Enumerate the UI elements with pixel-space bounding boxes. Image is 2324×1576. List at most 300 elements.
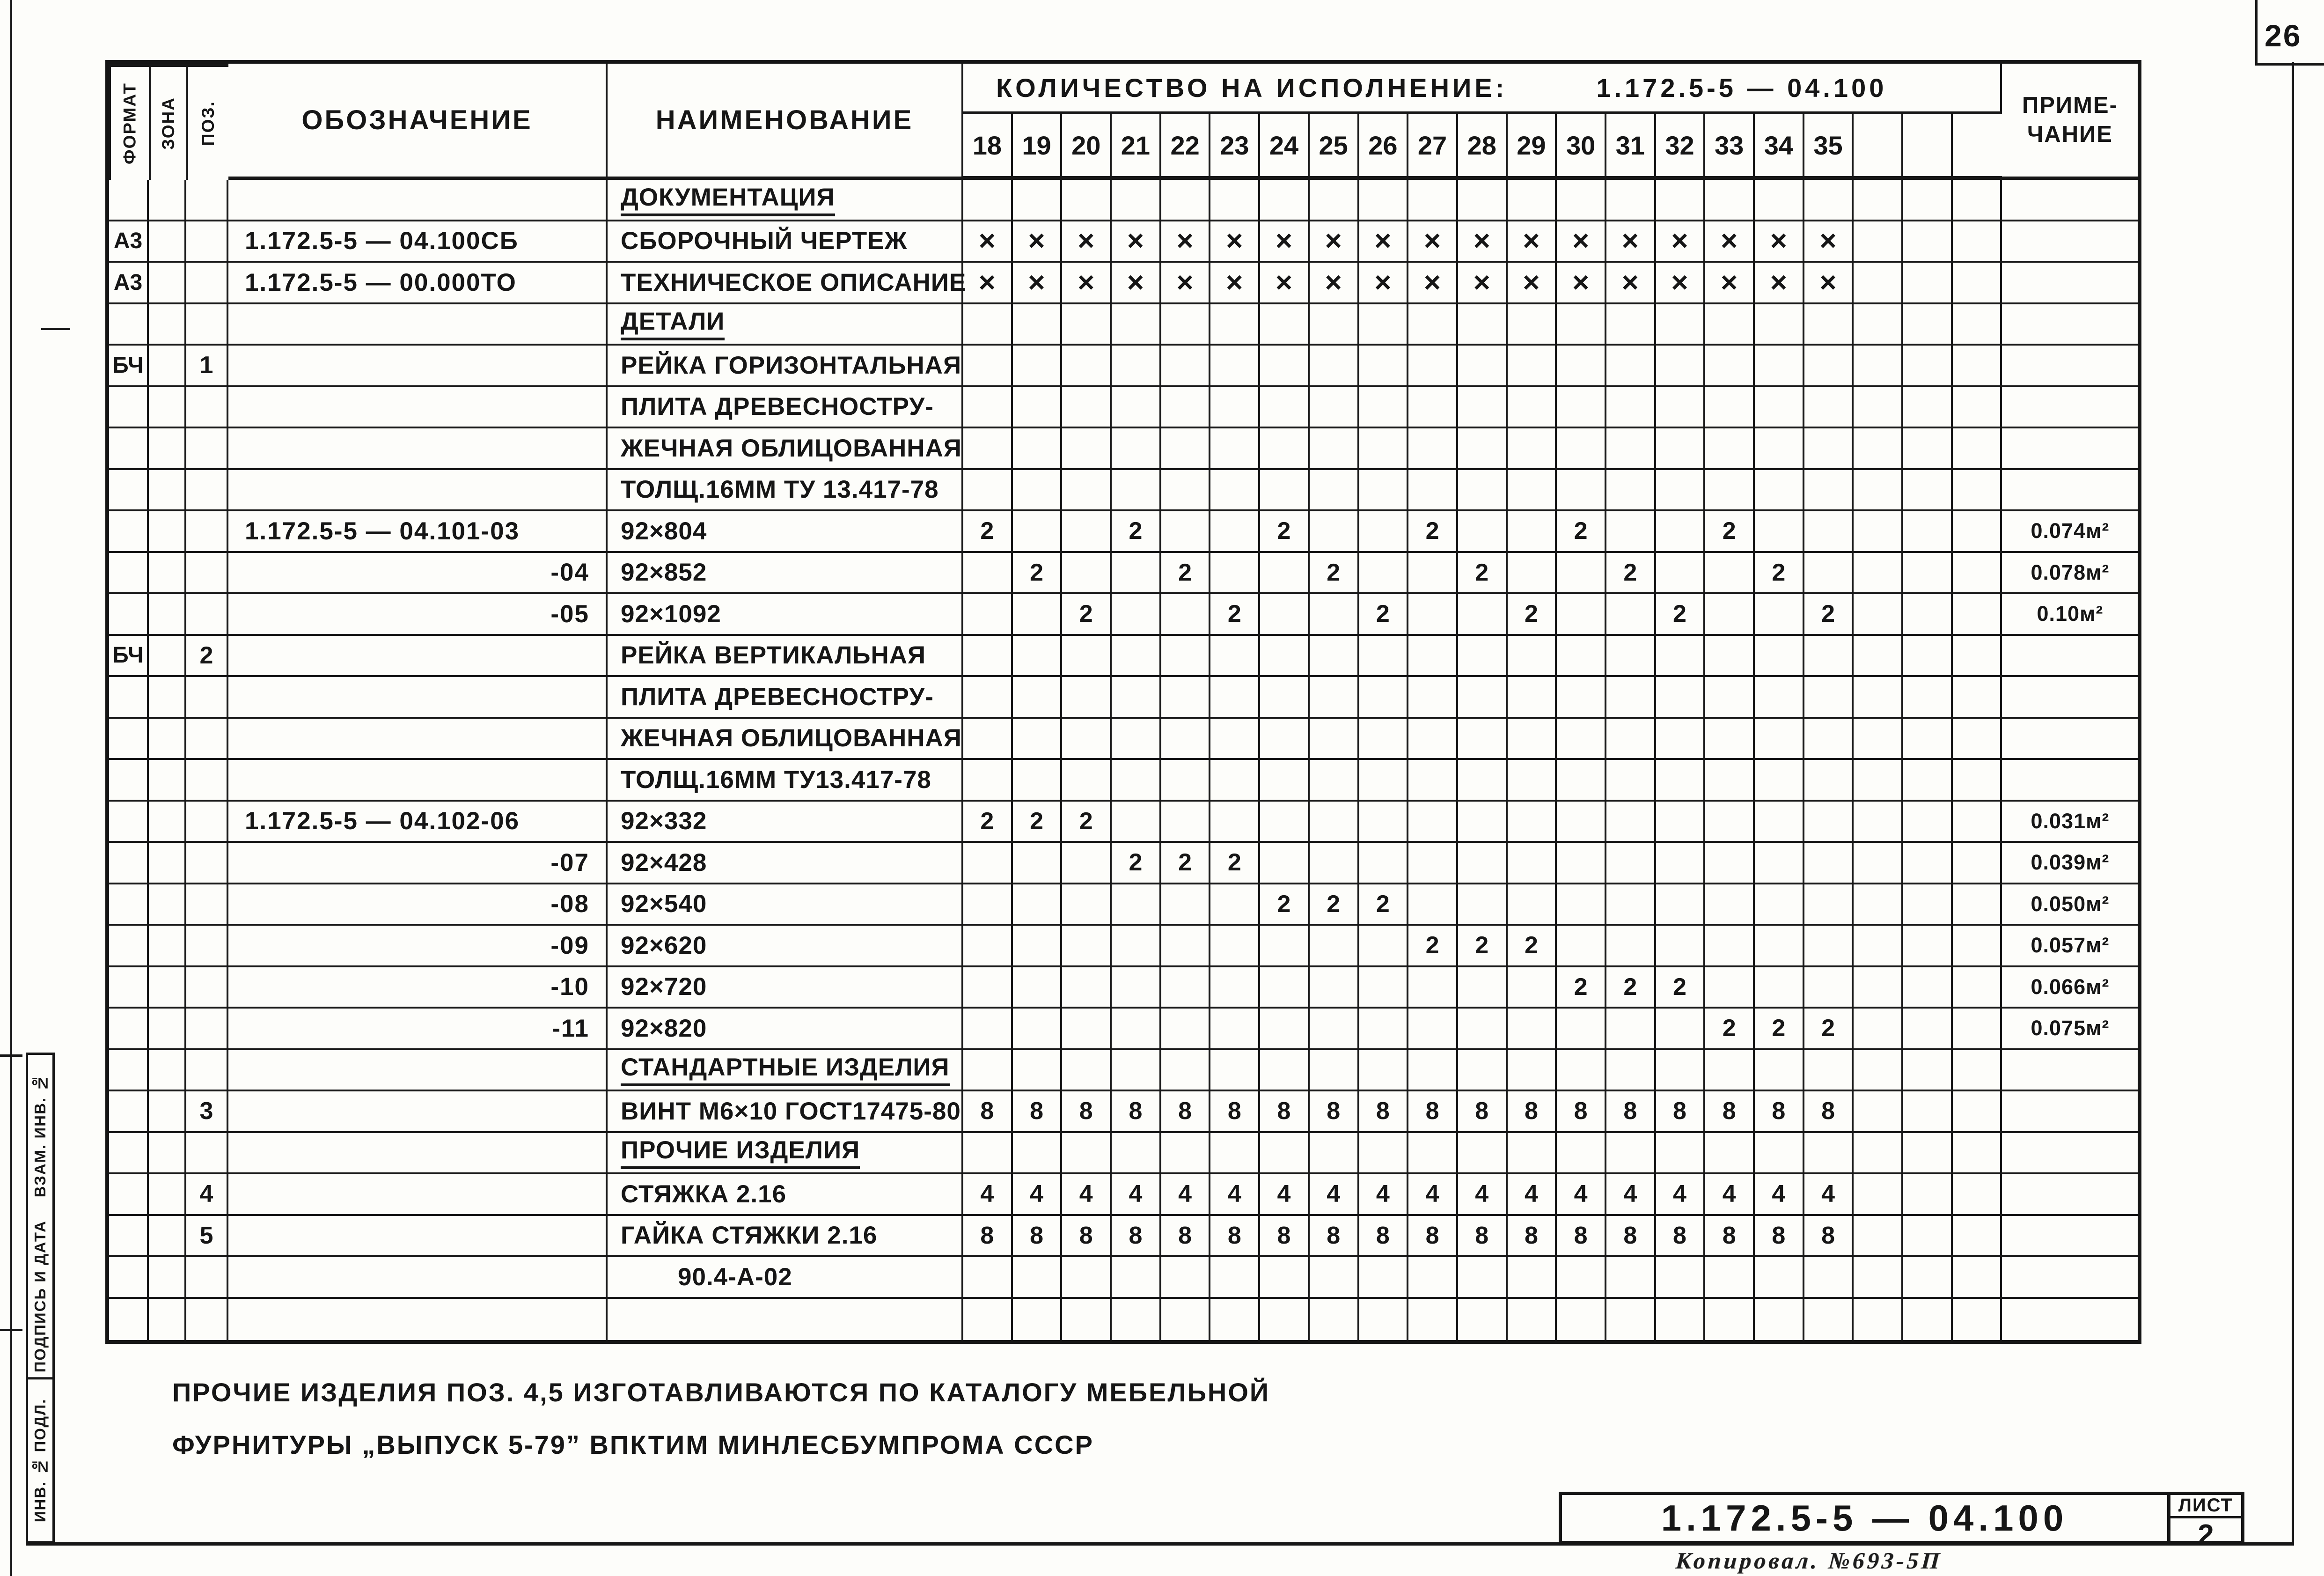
qty-cell: [963, 1257, 1013, 1299]
column-header-name: НАИМЕНОВАНИЕ: [608, 64, 963, 180]
qty-cell: 2: [1062, 594, 1112, 636]
qty-cell: [1854, 1216, 1903, 1258]
qty-cell: [1557, 594, 1606, 636]
pos-cell: [186, 967, 228, 1009]
qty-cell: 4: [1705, 1174, 1755, 1216]
qty-cell: 4: [1112, 1174, 1161, 1216]
qty-cell: [1804, 884, 1854, 926]
qty-cell: [1804, 553, 1854, 595]
qty-cell: [1062, 967, 1112, 1009]
qty-cell: [1458, 346, 1508, 387]
qty-column-header: 34: [1755, 114, 1804, 180]
qty-cell: 4: [1408, 1174, 1458, 1216]
format-cell: [109, 180, 149, 221]
qty-cell: 4: [1062, 1174, 1112, 1216]
margin-tick: [0, 1329, 22, 1331]
qty-cell: [1903, 470, 1953, 512]
qty-cell: [1210, 636, 1260, 678]
title-block: [1559, 1492, 2244, 1551]
qty-cell: [1359, 760, 1409, 802]
zone-cell: [149, 428, 186, 470]
qty-cell: [1359, 967, 1409, 1009]
qty-cell: [1656, 180, 1706, 221]
qty-cell: ×: [1606, 221, 1656, 263]
pos-cell: 4: [186, 1174, 228, 1216]
qty-cell: [1112, 594, 1161, 636]
format-cell: БЧ: [109, 636, 149, 678]
qty-cell: 8: [1013, 1091, 1063, 1133]
column-header-format: ФОРМАТ: [109, 64, 149, 180]
qty-column-header: [1903, 114, 1953, 180]
qty-cell: [1557, 1133, 1606, 1175]
note-cell: [2002, 221, 2138, 263]
qty-cell: [1310, 1133, 1359, 1175]
pos-cell: [186, 387, 228, 429]
qty-cell: [1953, 1216, 2002, 1258]
qty-section-header: [963, 64, 2002, 114]
qty-cell: [1953, 1133, 2002, 1175]
name-cell: 92×332: [608, 802, 963, 843]
qty-cell: [1903, 263, 1953, 304]
qty-cell: 8: [1062, 1091, 1112, 1133]
qty-cell: [1755, 884, 1804, 926]
qty-column-header: [1953, 114, 2002, 180]
name-cell: 92×804: [608, 511, 963, 553]
qty-cell: [1508, 636, 1557, 678]
qty-cell: ×: [1705, 263, 1755, 304]
qty-cell: [1508, 511, 1557, 553]
qty-cell: [1408, 346, 1458, 387]
qty-cell: ×: [1804, 221, 1854, 263]
qty-cell: [1161, 802, 1211, 843]
qty-cell: 2: [1359, 594, 1409, 636]
qty-cell: 8: [1755, 1091, 1804, 1133]
pos-cell: [186, 677, 228, 719]
pos-cell: [186, 304, 228, 346]
qty-cell: [1210, 1257, 1260, 1299]
designation-cell: [228, 387, 608, 429]
qty-cell: [1854, 719, 1903, 760]
qty-cell: [1062, 304, 1112, 346]
qty-cell: [1408, 470, 1458, 512]
qty-cell: [1953, 967, 2002, 1009]
qty-cell: [1112, 1299, 1161, 1340]
qty-cell: ×: [1359, 263, 1409, 304]
qty-cell: [1606, 387, 1656, 429]
qty-cell: [963, 346, 1013, 387]
zone-cell: [149, 1091, 186, 1133]
qty-cell: 8: [1755, 1216, 1804, 1258]
designation-cell: [228, 1050, 608, 1092]
qty-cell: [1903, 884, 1953, 926]
zone-cell: [149, 304, 186, 346]
zone-cell: [149, 719, 186, 760]
qty-cell: [1260, 636, 1310, 678]
qty-cell: [1161, 926, 1211, 967]
qty-column-header: 21: [1112, 114, 1161, 180]
designation-cell: -04: [228, 553, 608, 595]
qty-cell: [1804, 1299, 1854, 1340]
qty-cell: [1903, 1009, 1953, 1050]
qty-cell: [963, 428, 1013, 470]
note-cell: [2002, 180, 2138, 221]
qty-cell: 8: [1359, 1091, 1409, 1133]
qty-cell: [1062, 1299, 1112, 1340]
qty-cell: 2: [1408, 511, 1458, 553]
qty-cell: [1557, 428, 1606, 470]
qty-cell: 8: [1161, 1216, 1211, 1258]
qty-cell: 2: [1804, 1009, 1854, 1050]
qty-cell: [1606, 843, 1656, 884]
name-cell: ВИНТ М6×10 ГОСТ17475-80: [608, 1091, 963, 1133]
qty-cell: [1854, 1091, 1903, 1133]
designation-cell: 1.172.5-5 — 04.102-06: [228, 802, 608, 843]
qty-cell: [1161, 470, 1211, 512]
name-cell: 92×852: [608, 553, 963, 595]
qty-cell: [1705, 1133, 1755, 1175]
name-cell: 92×720: [608, 967, 963, 1009]
qty-cell: [1854, 511, 1903, 553]
qty-cell: [1210, 802, 1260, 843]
qty-cell: [1953, 1299, 2002, 1340]
qty-cell: [1705, 760, 1755, 802]
qty-cell: 2: [1210, 843, 1260, 884]
designation-cell: 1.172.5-5 — 00.000ТО: [228, 263, 608, 304]
qty-cell: [1210, 511, 1260, 553]
qty-cell: 4: [1804, 1174, 1854, 1216]
qty-cell: ×: [1656, 263, 1706, 304]
qty-cell: [1013, 884, 1063, 926]
margin-tick: [0, 1054, 22, 1057]
qty-cell: [963, 594, 1013, 636]
qty-cell: [1804, 1133, 1854, 1175]
qty-cell: [1656, 884, 1706, 926]
pos-cell: [186, 553, 228, 595]
qty-cell: ×: [1359, 221, 1409, 263]
page-number: 26: [2265, 18, 2302, 53]
format-cell: БЧ: [109, 346, 149, 387]
qty-cell: [1458, 1299, 1508, 1340]
qty-cell: [1210, 470, 1260, 512]
qty-cell: [1062, 677, 1112, 719]
qty-cell: ×: [1755, 263, 1804, 304]
qty-cell: [1606, 304, 1656, 346]
qty-cell: [1408, 760, 1458, 802]
name-cell: ТЕХНИЧЕСКОЕ ОПИСАНИЕ: [608, 263, 963, 304]
qty-cell: [1557, 760, 1606, 802]
qty-cell: [1705, 428, 1755, 470]
qty-cell: 4: [1606, 1174, 1656, 1216]
qty-cell: [1705, 387, 1755, 429]
qty-cell: [1854, 843, 1903, 884]
qty-cell: [1606, 677, 1656, 719]
designation-cell: [228, 1257, 608, 1299]
qty-cell: [1260, 843, 1310, 884]
qty-cell: [1210, 180, 1260, 221]
section-title: ПРОЧИЕ ИЗДЕЛИЯ: [621, 1136, 860, 1169]
qty-cell: [1359, 180, 1409, 221]
qty-cell: [1656, 346, 1706, 387]
designation-cell: [228, 1299, 608, 1340]
zone-cell: [149, 263, 186, 304]
qty-cell: [1854, 1174, 1903, 1216]
qty-cell: [1210, 346, 1260, 387]
qty-cell: [1508, 760, 1557, 802]
qty-cell: ×: [1804, 263, 1854, 304]
qty-cell: [1557, 636, 1606, 678]
qty-cell: ×: [1260, 263, 1310, 304]
qty-cell: [1260, 428, 1310, 470]
qty-cell: [1705, 802, 1755, 843]
qty-cell: [1408, 387, 1458, 429]
qty-cell: 4: [1210, 1174, 1260, 1216]
qty-cell: [1359, 470, 1409, 512]
qty-cell: [1508, 843, 1557, 884]
qty-cell: [1755, 719, 1804, 760]
qty-cell: [1062, 1050, 1112, 1092]
qty-cell: [1557, 387, 1606, 429]
qty-cell: [1804, 719, 1854, 760]
footnote-line-2: ФУРНИТУРЫ „ВЫПУСК 5-79” ВПКТИМ МИНЛЕСБУМПРОМА СССР: [172, 1430, 1094, 1459]
qty-cell: [1161, 428, 1211, 470]
qty-cell: [1804, 428, 1854, 470]
qty-cell: [1260, 387, 1310, 429]
qty-cell: 4: [1310, 1174, 1359, 1216]
qty-cell: [1210, 1050, 1260, 1092]
qty-cell: [1804, 843, 1854, 884]
qty-cell: [1458, 967, 1508, 1009]
qty-cell: [1557, 884, 1606, 926]
format-cell: [109, 387, 149, 429]
qty-cell: [1953, 304, 2002, 346]
qty-cell: [1112, 470, 1161, 512]
qty-cell: [1705, 1257, 1755, 1299]
qty-cell: 8: [1656, 1091, 1706, 1133]
designation-cell: [228, 180, 608, 221]
format-cell: [109, 470, 149, 512]
qty-cell: [1112, 304, 1161, 346]
qty-cell: 8: [1112, 1216, 1161, 1258]
qty-cell: [1013, 346, 1063, 387]
name-cell: СБОРОЧНЫЙ ЧЕРТЕЖ: [608, 221, 963, 263]
qty-cell: [1705, 884, 1755, 926]
qty-cell: 2: [1161, 553, 1211, 595]
note-cell: [2002, 677, 2138, 719]
pos-cell: 1: [186, 346, 228, 387]
qty-cell: ×: [963, 263, 1013, 304]
qty-cell: [1508, 180, 1557, 221]
zone-cell: [149, 553, 186, 595]
qty-cell: [1112, 802, 1161, 843]
qty-cell: [1508, 1257, 1557, 1299]
qty-cell: 2: [1606, 967, 1656, 1009]
qty-cell: 4: [963, 1174, 1013, 1216]
qty-cell: [1953, 470, 2002, 512]
qty-cell: 2: [1606, 553, 1656, 595]
qty-cell: 2: [1656, 594, 1706, 636]
qty-cell: 8: [1062, 1216, 1112, 1258]
qty-cell: [963, 760, 1013, 802]
qty-cell: 8: [1260, 1091, 1310, 1133]
designation-cell: [228, 1133, 608, 1175]
qty-cell: [963, 1050, 1013, 1092]
qty-cell: ×: [1161, 263, 1211, 304]
format-cell: [109, 1133, 149, 1175]
qty-cell: [1804, 760, 1854, 802]
designation-cell: [228, 760, 608, 802]
qty-cell: [1013, 1257, 1063, 1299]
qty-cell: [1854, 1299, 1903, 1340]
qty-cell: [1854, 470, 1903, 512]
qty-cell: [1804, 926, 1854, 967]
qty-cell: [1408, 967, 1458, 1009]
qty-cell: [1112, 1133, 1161, 1175]
qty-cell: [1854, 304, 1903, 346]
pos-cell: [186, 1133, 228, 1175]
qty-cell: [1903, 1257, 1953, 1299]
qty-cell: [1013, 719, 1063, 760]
name-cell: 90.4-А-02: [608, 1257, 963, 1299]
zone-cell: [149, 1009, 186, 1050]
qty-cell: 8: [1606, 1216, 1656, 1258]
qty-cell: [1260, 1257, 1310, 1299]
note-cell: 0.074м²: [2002, 511, 2138, 553]
qty-cell: [1755, 802, 1804, 843]
pos-cell: [186, 1050, 228, 1092]
specification-table: [105, 60, 2141, 1344]
qty-cell: 2: [1260, 511, 1310, 553]
qty-cell: [1854, 760, 1903, 802]
zone-cell: [149, 180, 186, 221]
qty-title-code: 1.172.5-5 — 04.100: [1596, 73, 1887, 103]
qty-cell: 8: [1656, 1216, 1706, 1258]
qty-cell: [1854, 1257, 1903, 1299]
qty-cell: 8: [963, 1216, 1013, 1258]
designation-cell: [228, 304, 608, 346]
format-cell: [109, 884, 149, 926]
note-cell: 0.057м²: [2002, 926, 2138, 967]
qty-column-header: 33: [1705, 114, 1755, 180]
qty-cell: ×: [1013, 221, 1063, 263]
name-cell: ПЛИТА ДРЕВЕСНОСТРУ-: [608, 387, 963, 429]
qty-cell: [1755, 1257, 1804, 1299]
qty-cell: 8: [1458, 1216, 1508, 1258]
qty-cell: [1903, 1216, 1953, 1258]
qty-cell: [1606, 1050, 1656, 1092]
qty-cell: [1804, 346, 1854, 387]
qty-cell: [1359, 1050, 1409, 1092]
qty-cell: [1557, 180, 1606, 221]
qty-cell: [1458, 719, 1508, 760]
note-cell: 0.078м²: [2002, 553, 2138, 595]
qty-cell: [1903, 346, 1953, 387]
qty-cell: [1359, 926, 1409, 967]
qty-cell: [1359, 553, 1409, 595]
qty-cell: [1705, 1299, 1755, 1340]
note-cell: 0.039м²: [2002, 843, 2138, 884]
sheet-frame-right: [2292, 62, 2294, 1546]
qty-title: КОЛИЧЕСТВО НА ИСПОЛНЕНИЕ:: [996, 73, 1508, 103]
qty-cell: [1161, 719, 1211, 760]
sheet-label: ЛИСТ: [2170, 1495, 2241, 1518]
qty-cell: [1062, 553, 1112, 595]
section-title: СТАНДАРТНЫЕ ИЗДЕЛИЯ: [621, 1053, 950, 1086]
qty-cell: [1953, 511, 2002, 553]
qty-cell: [1062, 719, 1112, 760]
qty-cell: [1854, 263, 1903, 304]
qty-cell: [1112, 636, 1161, 678]
qty-column-header: 35: [1804, 114, 1854, 180]
section-title: ДЕТАЛИ: [621, 307, 725, 340]
qty-cell: [963, 180, 1013, 221]
qty-cell: [1705, 304, 1755, 346]
format-cell: [109, 1257, 149, 1299]
qty-cell: [1606, 594, 1656, 636]
qty-cell: [1903, 1133, 1953, 1175]
qty-cell: [1310, 1050, 1359, 1092]
qty-cell: [1062, 346, 1112, 387]
qty-column-header: 23: [1210, 114, 1260, 180]
qty-cell: [1508, 553, 1557, 595]
qty-column-header: 30: [1557, 114, 1606, 180]
qty-cell: [1260, 346, 1310, 387]
qty-cell: [1854, 594, 1903, 636]
qty-cell: [1953, 594, 2002, 636]
format-cell: [109, 677, 149, 719]
qty-cell: [1458, 884, 1508, 926]
qty-cell: [1458, 760, 1508, 802]
pos-cell: [186, 802, 228, 843]
qty-cell: [1210, 387, 1260, 429]
qty-cell: [1408, 677, 1458, 719]
qty-cell: [1557, 1257, 1606, 1299]
qty-cell: [1953, 719, 2002, 760]
qty-cell: [1013, 677, 1063, 719]
qty-cell: [1161, 346, 1211, 387]
qty-cell: [1210, 760, 1260, 802]
qty-cell: [1359, 719, 1409, 760]
qty-cell: [1953, 263, 2002, 304]
qty-cell: ×: [1062, 263, 1112, 304]
qty-cell: [1408, 719, 1458, 760]
qty-cell: [1408, 1257, 1458, 1299]
qty-cell: [1062, 1257, 1112, 1299]
qty-cell: 8: [1458, 1091, 1508, 1133]
qty-cell: [1705, 967, 1755, 1009]
note-cell: [2002, 1091, 2138, 1133]
qty-cell: [1062, 428, 1112, 470]
qty-cell: [1606, 511, 1656, 553]
qty-cell: [1903, 636, 1953, 678]
qty-cell: [1210, 967, 1260, 1009]
zone-cell: [149, 511, 186, 553]
pos-cell: 2: [186, 636, 228, 678]
qty-cell: [1359, 346, 1409, 387]
qty-cell: ×: [1310, 263, 1359, 304]
name-cell: 92×428: [608, 843, 963, 884]
qty-cell: [1458, 180, 1508, 221]
qty-cell: 8: [1359, 1216, 1409, 1258]
format-cell: [109, 967, 149, 1009]
qty-cell: 8: [1161, 1091, 1211, 1133]
qty-cell: [1755, 843, 1804, 884]
sheet-box: [2167, 1495, 2241, 1551]
designation-cell: -11: [228, 1009, 608, 1050]
qty-cell: 2: [1161, 843, 1211, 884]
format-cell: [109, 304, 149, 346]
qty-cell: [1557, 1050, 1606, 1092]
format-cell: [109, 802, 149, 843]
